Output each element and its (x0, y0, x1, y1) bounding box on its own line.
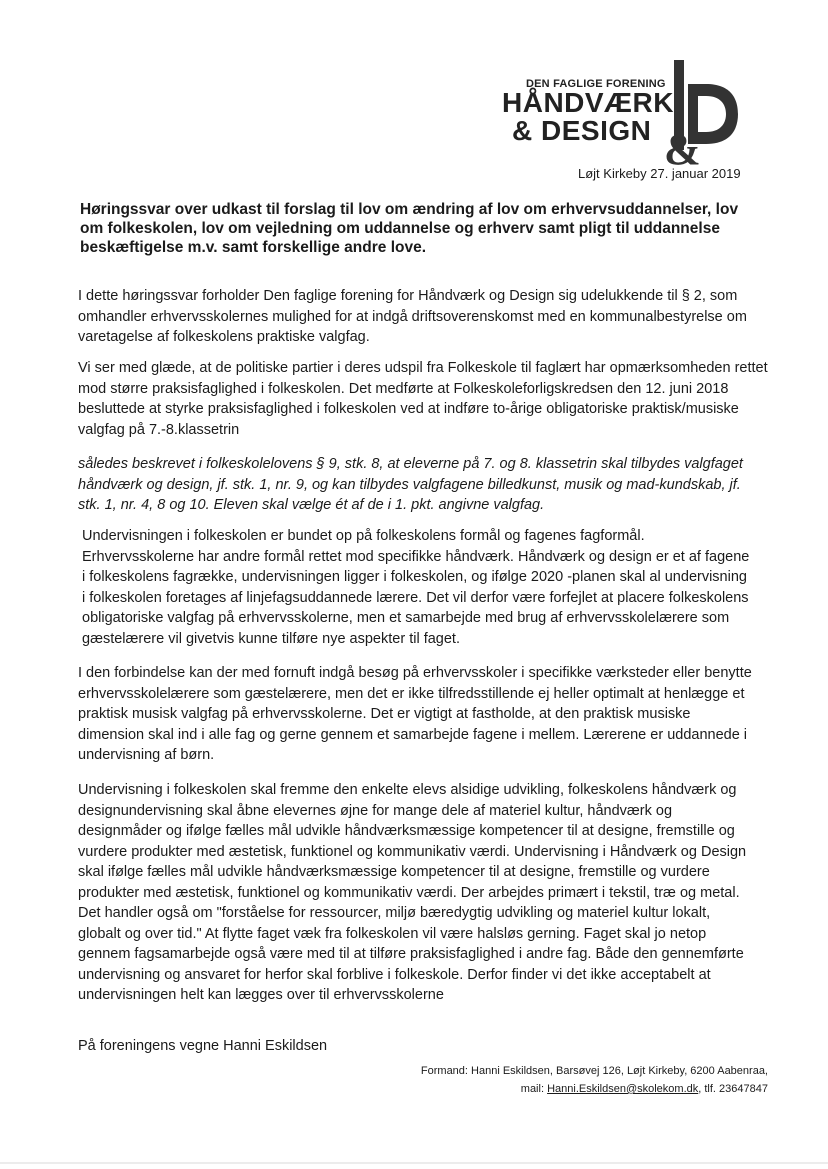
logo-ampersand: & (664, 125, 701, 168)
phone-number: , tlf. 23647847 (698, 1083, 768, 1095)
paragraph-5: I den forbindelse kan der med fornuft indgå besøg på erhvervsskoler i specifikke værksteder eller benytte erhvervsskolelærere som gæstelærere, men det er ikke tilfredsstillende ej heller optimalt at henlægge et praktisk musisk valgfag på erhvervsskolerne. Det er vigtigt at fastholde, at den praktisk musiske dimension skal ind i alle fag og gerne gennem et samarbejde fagene i mellem. Lærerene er uddannede i undervisning af børn. (78, 665, 752, 763)
logo-small-text: DEN FAGLIGE FORENING (526, 78, 666, 90)
footer-address (348, 1062, 768, 1098)
paragraph-2: Vi ser med glæde, at de politiske partier i deres udspil fra Folkeskole til faglært har opmærksomheden rettet mod større praksisfaglighed i folkeskolen. Det medførte at Folkeskoleforligskredsen den 12. juni 2018 besluttede at styrke praksisfaglighed i folkeskolen ved at indføre to-årige obligatoriske praktisk/musiske valgfag på 7.-8.klassetrin (78, 360, 768, 438)
logo-line-2: & DESIGN (512, 115, 652, 146)
mail-label: mail: (520, 1083, 545, 1095)
email-link[interactable]: Hanni.Eskildsen@skolekom.dk (547, 1083, 699, 1095)
signature-line: På foreningens vegne Hanni Eskildsen (78, 1038, 328, 1054)
page-bottom-edge (0, 1162, 828, 1164)
footer-chair-address: Formand: Hanni Eskildsen, Barsøvej 126, Løjt Kirkeby, 6200 Aabenraa, (420, 1065, 768, 1077)
hd-monogram-icon (660, 56, 740, 168)
paragraph-3-quote: således beskrevet i folkeskolelovens § 9, stk. 8, at eleverne på 7. og 8. klassetrin skal tilbydes valgfaget håndværk og design, jf. stk. 1, nr. 9, og kan tilbydes valgfagene billedkunst, musik og mad-kundskab, jf. stk. 1, nr. 4, 8 og 10. Eleven skal vælge ét af de i 1. pkt. angivne valgfag. (78, 456, 743, 513)
organization-logo (490, 56, 750, 171)
document-date: Løjt Kirkeby 27. januar 2019 (578, 166, 741, 181)
logo-line-1: HÅNDVÆRK (502, 87, 674, 118)
paragraph-6: Undervisning i folkeskolen skal fremme den enkelte elevs alsidige udvikling, folkeskolens håndværk og designundervisning skal åbne elevernes øjne for mange dele af materiel kultur, håndværk og designmåder og ifølge fælles mål udvikle håndværksmæssige kompetencer til at designe, fremstille og vurdere produkter med æstetisk, funktionel og kommunikativ værdi. Undervisning i Håndværk og Design skal ifølge fælles mål udvikle håndværksmæssige kompetencer til at designe, fremstille og vurdere produkter med æstetisk, funktionel og kommunikativ værdi. Der arbejdes primært i tekstil, træ og metal. Det handler også om "forståelse for ressourcer, miljø bæredygtig udvikling og materiel kultur lokalt, globalt og over tid." At flytte faget væk fra folkeskolen vil være halsløs gerning. Faget skal jo netop gennem fagsamarbejde også være med til at tilføre praksisfaglighed i andre fag. Både den gennemførte undervisning og ansvaret for herfor skal forblive i folkeskole. Derfor finder vi det ikke acceptabelt at undervisningen helt kan lægges over til erhvervsskolerne (78, 782, 747, 1003)
paragraph-1: I dette høringssvar forholder Den faglige forening for Håndværk og Design sig udelukkende til § 2, som omhandler erhvervsskolernes mulighed for at indgå driftsoverenskomst med en kommunalbestyrelse om varetagelse af folkeskolens praktiske valgfag. (78, 288, 747, 345)
paragraph-4: Undervisningen i folkeskolen er bundet op på folkeskolens formål og fagenes fagformål. Erhvervsskolerne har andre formål rettet mod specifikke håndværk. Håndværk og design er et af fagene i folkeskolens fagrække, undervisningen ligger i folkeskolen, og ifølge 2020 -planen skal al undervisning i folkeskolen foretages af linjefagsuddannede lærere. Det vil derfor være forfejlet at placere folkeskolens obligatoriske valgfag på erhvervsskolerne, men et samarbejde med brug af erhvervsskolelærere som gæstelærere vil givetvis kunne tilføre nye aspekter til faget. (82, 528, 750, 647)
document-title: Høringssvar over udkast til forslag til lov om ændring af lov om erhvervsuddannelser, lov om folkeskolen, lov om vejledning om uddannelse og erhverv samt pligt til uddannelse beskæftigelse m.v. samt forskellige andre love. (80, 201, 739, 256)
footer-contact (348, 1080, 768, 1098)
